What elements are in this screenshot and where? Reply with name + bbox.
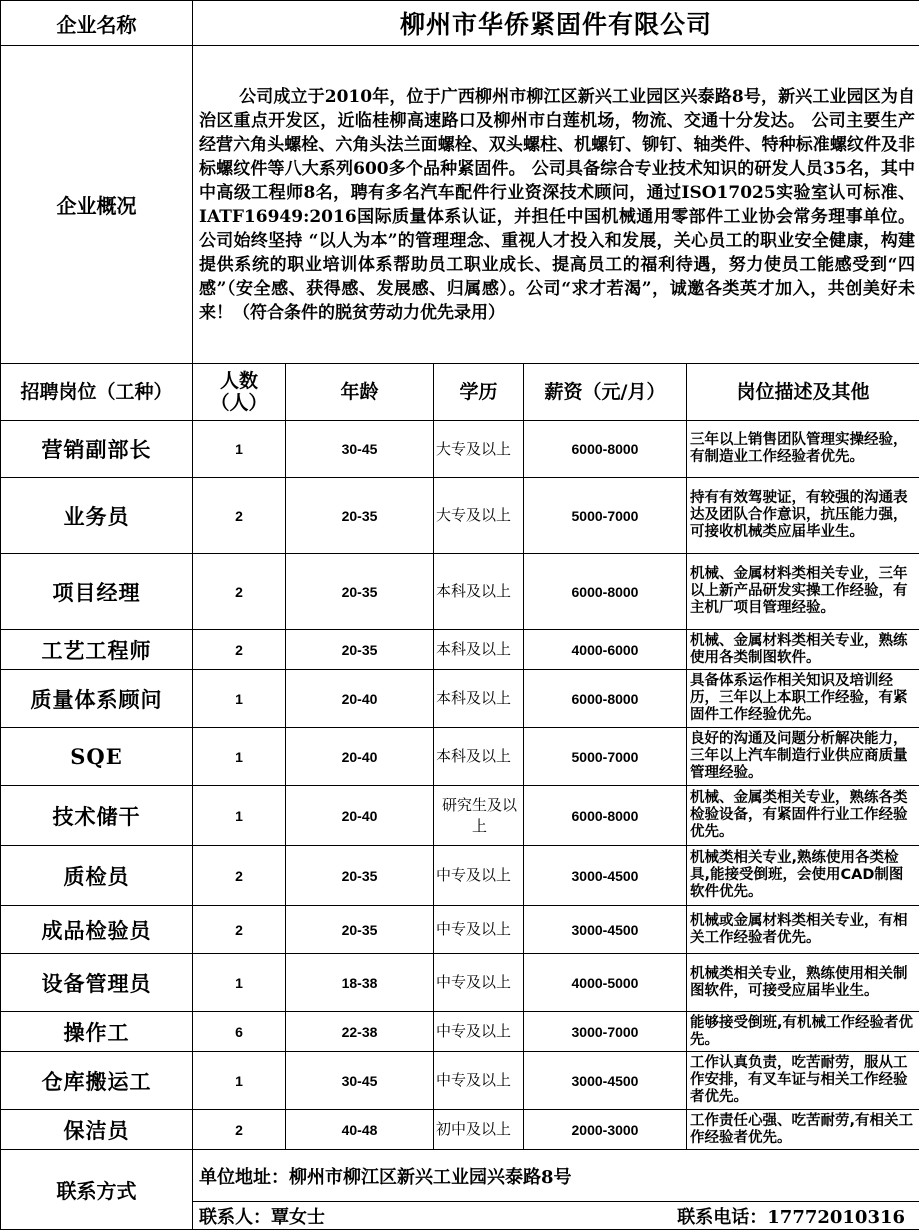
table-row [1,846,919,906]
job-count: 2 [193,1110,286,1150]
job-description: 机械、金属材料类相关专业，熟练使用各类制图软件。 [687,630,919,670]
contact-person: 联系人：覃女士 [199,1206,325,1228]
contact-split [199,1203,919,1229]
job-age: 20-35 [286,906,434,954]
contact-person-line [193,1202,919,1230]
job-count: 1 [193,786,286,846]
job-education: 本科及以上 [434,670,524,728]
table-row [1,554,919,630]
job-salary: 5000-7000 [524,478,687,554]
job-count: 2 [193,630,286,670]
job-description: 机械或金属材料类相关专业，有相关工作经验者优先。 [687,906,919,954]
table-row [1,786,919,846]
job-position: 操作工 [1,1012,193,1052]
contact-phone: 联系电话：17772010316 [677,1206,906,1228]
job-count: 2 [193,554,286,630]
job-education: 大专及以上 [434,478,524,554]
job-salary: 6000-8000 [524,670,687,728]
job-salary: 3000-4500 [524,846,687,906]
job-education: 本科及以上 [434,728,524,786]
header-description: 岗位描述及其他 [687,364,919,421]
job-salary: 4000-5000 [524,954,687,1012]
job-salary: 3000-7000 [524,1012,687,1052]
job-education: 本科及以上 [434,554,524,630]
contact-address: 单位地址：柳州市柳江区新兴工业园兴泰路8号 [193,1150,919,1202]
job-age: 22-38 [286,1012,434,1052]
job-education: 中专及以上 [434,1012,524,1052]
job-position: 工艺工程师 [1,630,193,670]
job-description: 工作认真负责，吃苦耐劳，服从工作安排，有叉车证与相关工作经验者优先。 [687,1052,919,1110]
job-salary: 3000-4500 [524,1052,687,1110]
job-age: 18-38 [286,954,434,1012]
job-description: 机械、金属材料类相关专业，三年以上新产品研发实操工作经验，有主机厂项目管理经验。 [687,554,919,630]
job-position: 技术储干 [1,786,193,846]
job-position: 业务员 [1,478,193,554]
header-education: 学历 [434,364,524,421]
job-education: 中专及以上 [434,846,524,906]
table-row [1,954,919,1012]
company-row [1,1,919,46]
overview-body: 公司成立于2010年，位于广西柳州市柳江区新兴工业园区兴泰路8号，新兴工业园区为自治区重点开发区，近临桂柳高速路口及柳州市白莲机场，物流、交通十分发达。 公司主要生产经营六角头螺栓、六角头法兰面螺栓、双头螺柱、机螺钉、铆钉、轴类件、特种标准螺纹件及非标螺纹件等八大系列600多个品种紧固件。 公司具备综合专业技术知识的研发人员35名，其中中高级工程师8名，聘有多名汽车配件行业资深技术顾问，通过ISO17025实验室认可标准、IATF16949:2016国际质量体系认证，并担任中国机械通用零部件工业协会常务理事单位。公司始终坚持 “以人为本”的管理理念、重视人才投入和发展，关心员工的职业安全健康，构建提供系统的职业培训体系帮助员工职业成长、提高员工的福利待遇，努力使员工能感受到“四感”（安全感、获得感、发展感、归属感）。公司“求才若渴”，诚邀各类英才加入，共创美好未来！（符合条件的脱贫劳动力优先录用） [199,86,916,323]
job-salary: 2000-3000 [524,1110,687,1150]
job-position: 项目经理 [1,554,193,630]
header-count: 人数（人） [193,364,286,421]
job-age: 40-48 [286,1110,434,1150]
table-row [1,728,919,786]
table-row [1,1052,919,1110]
job-description: 良好的沟通及问题分析解决能力，三年以上汽车制造行业供应商质量管理经验。 [687,728,919,786]
header-salary: 薪资（元/月） [524,364,687,421]
header-row [1,364,919,421]
job-description: 三年以上销售团队管理实操经验，有制造业工作经验者优先。 [687,421,919,478]
job-description: 机械类相关专业,熟练使用各类检具,能接受倒班，会使用CAD制图软件优先。 [687,846,919,906]
job-age: 20-35 [286,846,434,906]
job-description: 工作责任心强、吃苦耐劳,有相关工作经验者优先。 [687,1110,919,1150]
job-position: 质检员 [1,846,193,906]
job-education: 大专及以上 [434,421,524,478]
job-position: 质量体系顾问 [1,670,193,728]
job-count: 1 [193,728,286,786]
job-description: 能够接受倒班,有机械工作经验者优先。 [687,1012,919,1052]
job-age: 20-40 [286,786,434,846]
overview-label: 企业概况 [1,46,193,364]
table-row [1,670,919,728]
job-count: 2 [193,846,286,906]
job-position: SQE [1,728,193,786]
job-count: 1 [193,421,286,478]
job-position: 仓库搬运工 [1,1052,193,1110]
job-age: 20-35 [286,478,434,554]
table-row [1,630,919,670]
job-education: 中专及以上 [434,906,524,954]
job-position: 设备管理员 [1,954,193,1012]
job-age: 30-45 [286,421,434,478]
job-salary: 3000-4500 [524,906,687,954]
job-description: 机械、金属类相关专业，熟练各类检验设备，有紧固件行业工作经验优先。 [687,786,919,846]
job-age: 20-35 [286,630,434,670]
job-education: 中专及以上 [434,954,524,1012]
table-row [1,906,919,954]
job-description: 机械类相关专业，熟练使用相关制图软件，可接受应届毕业生。 [687,954,919,1012]
job-education: 中专及以上 [434,1052,524,1110]
contact-label: 联系方式 [1,1150,193,1230]
job-salary: 5000-7000 [524,728,687,786]
job-description: 具备体系运作相关知识及培训经历，三年以上本职工作经验，有紧固件工作经验优先。 [687,670,919,728]
overview-row [1,46,919,364]
job-position: 营销副部长 [1,421,193,478]
job-position: 保洁员 [1,1110,193,1150]
job-education: 研究生及以上 [434,786,524,846]
job-age: 30-45 [286,1052,434,1110]
contact-row [1,1150,919,1202]
job-age: 20-35 [286,554,434,630]
job-education: 初中及以上 [434,1110,524,1150]
job-count: 6 [193,1012,286,1052]
table-row [1,478,919,554]
company-name: 柳州市华侨紧固件有限公司 [193,1,919,46]
company-label: 企业名称 [1,1,193,46]
job-count: 1 [193,1052,286,1110]
job-description: 持有有效驾驶证，有较强的沟通表达及团队合作意识，抗压能力强，可接收机械类应届毕业生。 [687,478,919,554]
table-row [1,1012,919,1052]
table-row [1,421,919,478]
job-salary: 6000-8000 [524,554,687,630]
job-salary: 6000-8000 [524,786,687,846]
job-salary: 6000-8000 [524,421,687,478]
table-row [1,1110,919,1150]
overview-text [193,46,919,364]
job-education: 本科及以上 [434,630,524,670]
job-salary: 4000-6000 [524,630,687,670]
job-position: 成品检验员 [1,906,193,954]
job-count: 1 [193,954,286,1012]
job-age: 20-40 [286,728,434,786]
job-count: 1 [193,670,286,728]
header-age: 年龄 [286,364,434,421]
job-count: 2 [193,906,286,954]
job-count: 2 [193,478,286,554]
job-age: 20-40 [286,670,434,728]
header-position: 招聘岗位（工种） [1,364,193,421]
